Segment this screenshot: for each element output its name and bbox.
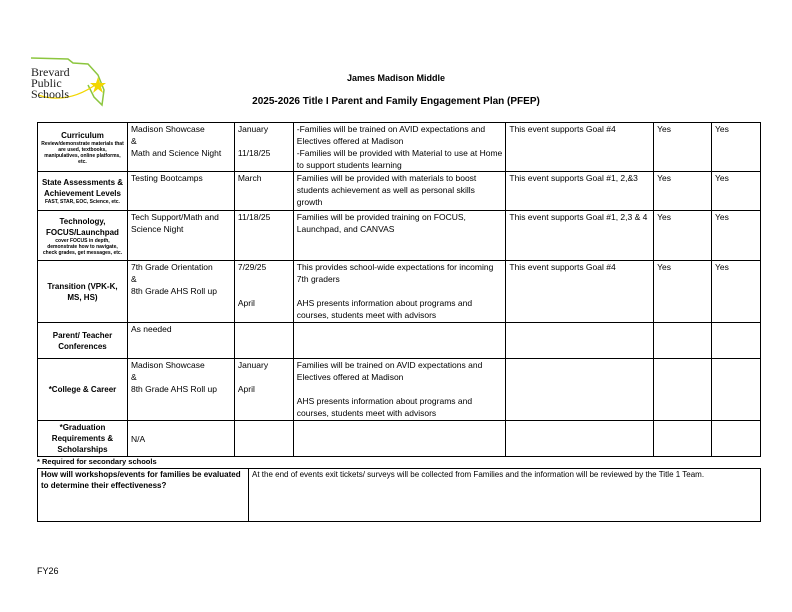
school-name: James Madison Middle	[346, 73, 446, 83]
category-cell	[38, 421, 128, 457]
yes-cell: Yes	[654, 261, 712, 323]
description-cell	[293, 261, 506, 323]
table-row	[38, 261, 761, 323]
yes-cell: Yes	[712, 123, 761, 172]
yes-cell: Yes	[712, 261, 761, 323]
category-cell	[38, 172, 128, 211]
cell-line: Testing Bootcamps	[130, 173, 203, 183]
category-cell	[38, 123, 128, 172]
evaluation-answer: At the end of events exit tickets/ surveys will be collected from Families and the information will be reviewed by the Title 1 Team.	[249, 469, 761, 522]
goal-cell: This event supports Goal #4	[506, 261, 654, 323]
event-cell	[127, 359, 234, 421]
event-cell	[127, 421, 234, 457]
event-cell	[127, 211, 234, 261]
event-cell	[127, 123, 234, 172]
yes-cell: Yes	[712, 211, 761, 261]
cell-line: As needed	[130, 324, 172, 334]
date-cell	[234, 261, 293, 323]
yes-cell	[712, 323, 761, 359]
cell-line: April	[237, 298, 255, 308]
cell-line: 7/29/25	[237, 262, 267, 272]
yes-cell: Yes	[654, 172, 712, 211]
goal-cell	[506, 359, 654, 421]
category-subtitle: Review/demonstrate materials that are used, textbooks, manipulatives, online platforms, etc.	[41, 140, 124, 165]
cell-line: 7th Grade Orientation	[130, 262, 213, 272]
yes-cell: Yes	[654, 211, 712, 261]
cell-line: &	[130, 372, 137, 382]
yes-cell	[654, 323, 712, 359]
date-cell	[234, 421, 293, 457]
category-title: Technology, FOCUS/Launchpad	[46, 216, 119, 237]
description-cell	[293, 211, 506, 261]
table-row	[38, 172, 761, 211]
yes-cell	[654, 421, 712, 457]
category-title: Transition (VPK-K, MS, HS)	[47, 281, 118, 302]
category-title: Curriculum	[61, 130, 104, 140]
category-title: *College & Career	[48, 385, 117, 394]
table-row	[38, 123, 761, 172]
goal-cell	[506, 323, 654, 359]
footnote: * Required for secondary schools	[37, 457, 157, 466]
cell-line: &	[130, 136, 137, 146]
yes-cell: Yes	[712, 172, 761, 211]
event-cell	[127, 261, 234, 323]
cell-line: March	[237, 173, 262, 183]
category-subtitle: FAST, STAR, EOC, Science, etc.	[45, 199, 120, 205]
goal-cell: This event supports Goal #1, 2,3 & 4	[506, 211, 654, 261]
goal-cell: This event supports Goal #4	[506, 123, 654, 172]
cell-line: Families will be trained on AVID expectations and Electives offered at Madison	[296, 360, 483, 382]
cell-line: Math and Science Night	[130, 148, 222, 158]
cell-line: Madison Showcase	[130, 360, 205, 370]
description-cell	[293, 323, 506, 359]
event-cell	[127, 323, 234, 359]
cell-line	[238, 285, 290, 297]
cell-line: Families will be provided with materials to boost students achievement as well as personal skills growth	[296, 173, 477, 207]
category-cell	[38, 359, 128, 421]
category-title: Parent/ Teacher Conferences	[52, 330, 113, 351]
event-cell	[127, 172, 234, 211]
yes-cell	[654, 359, 712, 421]
table-row	[38, 323, 761, 359]
date-cell	[234, 359, 293, 421]
evaluation-table	[37, 468, 761, 522]
cell-line: 8th Grade AHS Roll up	[130, 384, 217, 394]
category-cell	[38, 211, 128, 261]
pfep-table	[37, 122, 761, 457]
yes-cell	[712, 421, 761, 457]
cell-line: -Families will be trained on AVID expectations and Electives offered at Madison	[296, 124, 486, 146]
table-row	[38, 421, 761, 457]
cell-line	[238, 371, 290, 383]
evaluation-question: How will workshops/events for families be evaluated to determine their effectiveness?	[38, 469, 249, 522]
cell-line	[297, 285, 503, 297]
category-title: *Graduation Requirements & Scholarships	[51, 423, 114, 454]
logo-text: Brevard	[31, 65, 70, 79]
cell-line	[238, 135, 290, 147]
yes-cell	[712, 359, 761, 421]
description-cell	[293, 359, 506, 421]
table-row	[38, 211, 761, 261]
cell-line: This provides school-wide expectations for incoming 7th graders	[296, 262, 494, 284]
cell-line: Families will be provided training on FOCUS, Launchpad, and CANVAS	[296, 212, 466, 234]
cell-line	[297, 383, 503, 395]
date-cell	[234, 172, 293, 211]
cell-line: 8th Grade AHS Roll up	[130, 286, 217, 296]
table-row	[38, 359, 761, 421]
cell-line: January	[237, 360, 269, 370]
date-cell	[234, 123, 293, 172]
logo-text: Public	[31, 76, 62, 90]
cell-line: -Families will be provided with Material to use at Home to support students learning	[296, 148, 503, 170]
cell-line: Tech Support/Math and Science Night	[130, 212, 219, 234]
description-cell	[293, 123, 506, 172]
description-cell	[293, 421, 506, 457]
cell-line: 11/18/25	[237, 148, 271, 158]
cell-line: AHS presents information about programs and courses, students meet with advisors	[296, 298, 473, 320]
cell-line: January	[237, 124, 269, 134]
category-title: State Assessments & Achievement Levels	[41, 178, 124, 198]
cell-line	[238, 273, 290, 285]
goal-cell: This event supports Goal #1, 2,&3	[506, 172, 654, 211]
page-title: 2025-2026 Title I Parent and Family Engagement Plan (PFEP)	[252, 96, 540, 107]
yes-cell: Yes	[654, 123, 712, 172]
cell-line: April	[237, 384, 255, 394]
fiscal-year: FY26	[37, 566, 59, 576]
goal-cell	[506, 421, 654, 457]
cell-line: &	[130, 274, 137, 284]
description-cell	[293, 172, 506, 211]
date-cell	[234, 323, 293, 359]
cell-line: N/A	[130, 434, 146, 444]
logo-text: Schools	[31, 87, 70, 101]
date-cell	[234, 211, 293, 261]
cell-line: AHS presents information about programs and courses, students meet with advisors	[296, 396, 473, 418]
category-cell	[38, 261, 128, 323]
cell-line: 11/18/25	[237, 212, 271, 222]
category-cell	[38, 323, 128, 359]
cell-line	[131, 421, 231, 433]
category-subtitle: cover FOCUS in depth, demonstrate how to navigate, check grades, get messages, etc.	[42, 237, 123, 256]
cell-line: Madison Showcase	[130, 124, 205, 134]
